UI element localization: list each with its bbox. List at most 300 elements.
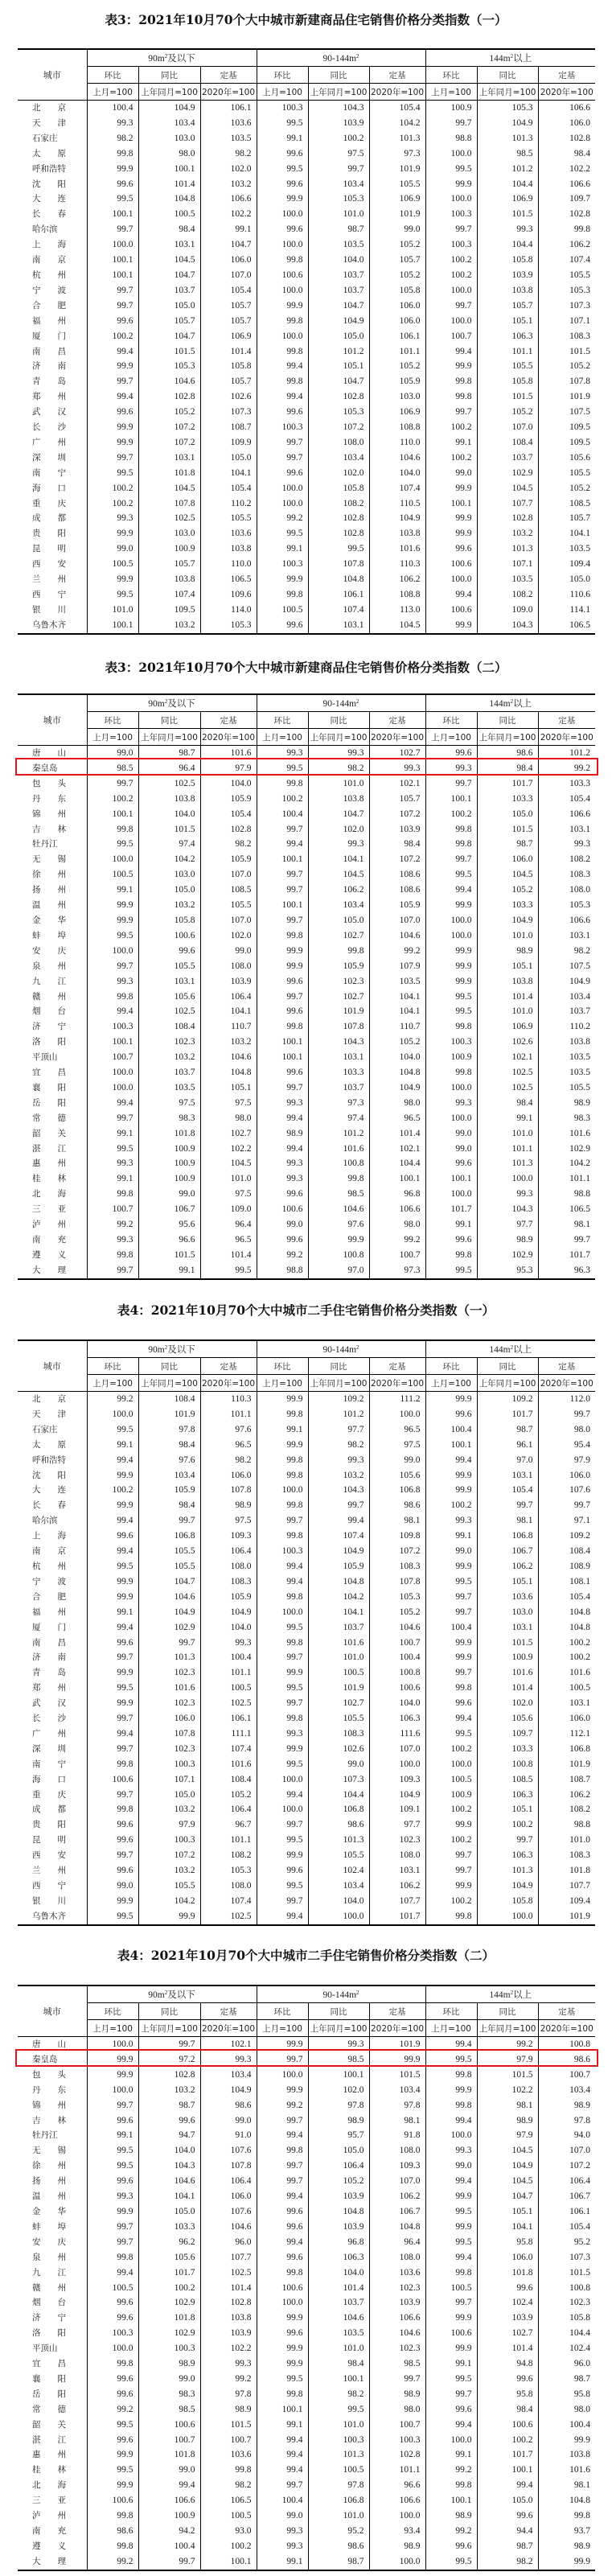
table-title: 表3：2021年10月70个大中城市新建商品住宅销售价格分类指数（二） (105, 660, 507, 675)
index-value-cell: 100.7 (138, 2433, 200, 2448)
group-header-text: 90m (148, 699, 165, 709)
index-value-cell: 104.2 (538, 1156, 595, 1171)
index-value-cell: 98.2 (200, 146, 257, 162)
index-value-cell: 106.2 (477, 1559, 538, 1574)
index-value-cell: 103.1 (369, 1863, 425, 1879)
index-value-cell: 100.5 (257, 603, 308, 618)
index-value-cell: 103.1 (477, 1468, 538, 1483)
city-name-cell: 包 头 (32, 2069, 66, 2080)
metric-header: 同比 (308, 2003, 369, 2020)
index-value-cell: 97.8 (538, 2113, 595, 2129)
index-value-cell: 106.8 (369, 1483, 425, 1498)
index-value-cell: 99.7 (257, 883, 308, 898)
index-value-cell: 107.3 (200, 405, 257, 420)
city-name-cell: 厦 门 (32, 331, 66, 341)
group-header-small (87, 49, 257, 67)
table-row (18, 526, 595, 541)
table-row (18, 146, 595, 162)
index-value-cell: 106.0 (477, 852, 538, 867)
group-header-text: 90m (148, 1990, 165, 2000)
city-name-cell: 常 德 (32, 2404, 66, 2414)
index-value-cell: 100.3 (257, 557, 308, 572)
index-value-cell: 99.8 (308, 944, 369, 959)
index-value-cell: 105.0 (308, 913, 369, 928)
index-value-cell: 106.3 (308, 2250, 369, 2265)
index-value-cell: 99.7 (87, 222, 138, 237)
group-header-text: 144m (489, 1345, 511, 1355)
index-value-cell: 96.0 (538, 2356, 595, 2372)
index-value-cell: 101.9 (538, 1909, 595, 1925)
index-value-cell: 99.8 (87, 990, 138, 1005)
index-value-cell: 100.0 (257, 1772, 308, 1788)
group-header-text: 90m (148, 54, 165, 64)
index-value-cell: 100.1 (87, 1035, 138, 1050)
index-value-cell: 100.5 (87, 2281, 138, 2296)
index-value-cell: 98.4 (477, 1096, 538, 1111)
index-value-cell: 106.0 (538, 1468, 595, 1483)
index-value-cell: 99.7 (257, 867, 308, 883)
city-name-cell: 宁 波 (32, 1576, 66, 1586)
index-value-cell: 95.4 (538, 1438, 595, 1453)
index-value-cell: 99.9 (425, 1636, 477, 1651)
group-header-suffix: 以上 (513, 699, 532, 709)
index-value-cell: 100.0 (425, 1757, 477, 1772)
index-value-cell: 106.8 (538, 1742, 595, 1757)
index-value-cell: 100.2 (425, 268, 477, 283)
index-value-cell: 104.3 (477, 1202, 538, 1217)
index-value-cell: 99.6 (257, 2220, 308, 2235)
index-value-cell: 98.1 (369, 1513, 425, 1529)
index-value-cell: 104.0 (369, 1696, 425, 1711)
index-value-cell: 101.0 (308, 2418, 369, 2433)
index-value-cell: 99.6 (257, 1065, 308, 1080)
index-value-cell: 99.7 (257, 1513, 308, 1529)
group-header-medium (257, 694, 425, 712)
index-value-cell: 100.5 (425, 1772, 477, 1788)
index-value-cell: 99.6 (87, 2372, 138, 2387)
index-value-cell: 97.3 (369, 146, 425, 162)
index-value-cell: 99.7 (87, 1848, 138, 1863)
metric-header: 环比 (87, 67, 138, 84)
index-value-cell: 99.8 (425, 2265, 477, 2281)
table-row (18, 883, 595, 898)
index-value-cell: 103.7 (308, 268, 369, 283)
index-value-cell: 99.6 (87, 2311, 138, 2326)
index-value-cell: 99.9 (257, 959, 308, 974)
index-value-cell: 100.2 (425, 1742, 477, 1757)
table-row (18, 496, 595, 512)
index-value-cell: 99.5 (257, 1879, 308, 1894)
index-value-cell: 99.6 (425, 746, 477, 761)
index-value-cell: 99.9 (257, 2311, 308, 2326)
city-name-cell: 泸 州 (32, 1220, 66, 1230)
table-row (18, 1513, 595, 1529)
index-value-cell: 99.6 (257, 177, 308, 192)
city-name-cell: 常 德 (32, 1113, 66, 1123)
index-value-cell: 109.1 (369, 1802, 425, 1817)
city-name-cell: 兰 州 (32, 574, 66, 585)
index-value-cell: 104.9 (477, 116, 538, 131)
index-value-cell: 100.5 (425, 2281, 477, 2296)
index-value-cell: 108.8 (369, 587, 425, 603)
index-value-cell: 96.7 (200, 1817, 257, 1833)
index-value-cell: 103.8 (369, 526, 425, 541)
index-value-cell: 103.6 (200, 526, 257, 541)
city-name-cell: 上 海 (32, 240, 66, 250)
table-row (18, 2326, 595, 2341)
index-value-cell: 99.7 (257, 2113, 308, 2129)
index-value-cell: 99.1 (257, 2418, 308, 2433)
index-value-cell: 99.2 (200, 2372, 257, 2387)
index-value-cell: 110.7 (369, 1019, 425, 1035)
index-value-cell: 98.8 (257, 1263, 308, 1279)
index-value-cell: 104.7 (308, 298, 369, 314)
city-name-cell: 北 海 (32, 1189, 66, 1200)
index-value-cell: 99.8 (257, 1453, 308, 1468)
group-header-small (87, 694, 257, 712)
table-row (18, 1711, 595, 1726)
index-value-cell: 102.3 (138, 1665, 200, 1681)
index-value-cell: 101.2 (308, 1126, 369, 1142)
index-value-cell: 104.0 (200, 1620, 257, 1636)
index-value-cell: 102.8 (308, 511, 369, 526)
index-value-cell: 102.2 (200, 207, 257, 222)
index-value-cell: 102.0 (477, 1696, 538, 1711)
table-row (18, 451, 595, 466)
index-value-cell: 101.0 (308, 776, 369, 792)
index-value-cell: 97.8 (308, 2098, 369, 2113)
index-value-cell: 100.0 (87, 944, 138, 959)
index-value-cell: 99.6 (87, 314, 138, 329)
group-header-small (87, 1340, 257, 1358)
city-name-cell: 大 连 (32, 1485, 66, 1496)
index-value-cell: 103.7 (138, 1065, 200, 1080)
table-row (18, 1726, 595, 1742)
index-value-cell: 101.3 (138, 1650, 200, 1665)
index-value-cell: 106.6 (538, 101, 595, 116)
index-value-cell: 105.6 (369, 1468, 425, 1483)
index-value-cell: 105.5 (538, 466, 595, 481)
index-value-cell: 103.2 (138, 2083, 200, 2098)
index-value-cell: 100.4 (138, 2539, 200, 2554)
index-value-cell: 99.9 (257, 1665, 308, 1681)
index-value-cell: 99.6 (425, 1232, 477, 1248)
index-value-cell: 104.9 (369, 1080, 425, 1096)
index-value-cell: 100.0 (257, 1483, 308, 1498)
index-value-cell: 99.9 (138, 1909, 200, 1925)
index-value-cell: 99.7 (257, 1080, 308, 1096)
index-value-cell: 105.7 (477, 298, 538, 314)
index-value-cell: 100.2 (425, 451, 477, 466)
table-row (18, 2295, 595, 2311)
index-value-cell: 105.2 (369, 237, 425, 253)
city-name-cell: 昆 明 (32, 544, 66, 554)
index-value-cell: 100.0 (308, 1909, 369, 1925)
index-value-cell: 99.8 (87, 2539, 138, 2554)
index-value-cell: 95.3 (477, 1263, 538, 1279)
index-value-cell: 100.4 (538, 2418, 595, 2433)
index-value-cell: 99.1 (87, 1171, 138, 1187)
city-name-cell: 秦皇岛 (32, 2054, 58, 2064)
metric-header: 定基 (200, 67, 257, 84)
index-value-cell: 99.1 (257, 2554, 308, 2570)
table-row (18, 1438, 595, 1453)
index-value-cell: 100.0 (87, 2037, 138, 2052)
index-value-cell: 99.6 (87, 2174, 138, 2189)
index-value-cell: 105.1 (477, 959, 538, 974)
index-value-cell: 104.6 (369, 2326, 425, 2341)
index-value-cell: 99.8 (425, 374, 477, 389)
index-value-cell: 100.6 (138, 2418, 200, 2433)
city-name-cell: 海 口 (32, 483, 66, 493)
index-value-cell: 100.2 (425, 1802, 477, 1817)
table-row (18, 1080, 595, 1096)
index-value-cell: 107.2 (138, 435, 200, 451)
index-value-cell: 106.1 (369, 329, 425, 344)
index-value-cell: 99.7 (138, 2037, 200, 2052)
index-value-cell: 103.7 (308, 1620, 369, 1636)
index-value-cell: 100.2 (87, 496, 138, 512)
city-column-header: 城市 (18, 1985, 87, 2037)
table-row (18, 1848, 595, 1863)
metric-header: 定基 (369, 2003, 425, 2020)
index-value-cell: 107.0 (369, 1742, 425, 1757)
index-value-cell: 103.4 (308, 898, 369, 913)
city-name-cell: 无 锡 (32, 2146, 66, 2156)
index-value-cell: 102.7 (200, 1126, 257, 1142)
city-name-cell: 泉 州 (32, 2252, 66, 2262)
index-value-cell: 99.8 (257, 2265, 308, 2281)
index-value-cell: 99.9 (87, 526, 138, 541)
index-value-cell: 105.4 (200, 283, 257, 298)
index-value-cell: 99.4 (257, 837, 308, 852)
index-value-cell: 99.8 (257, 1468, 308, 1483)
index-value-cell: 100.2 (477, 2433, 538, 2448)
city-name-cell: 郑 州 (32, 1683, 66, 1693)
index-value-cell: 107.0 (200, 913, 257, 928)
index-value-cell: 99.1 (257, 131, 308, 146)
index-value-cell: 98.7 (477, 2539, 538, 2554)
index-value-cell: 105.3 (200, 1863, 257, 1879)
index-value-cell: 99.5 (425, 867, 477, 883)
index-value-cell: 100.9 (425, 1788, 477, 1803)
index-value-cell: 100.0 (257, 207, 308, 222)
index-value-cell: 104.5 (138, 253, 200, 268)
table-row (18, 587, 595, 603)
index-value-cell: 107.2 (369, 852, 425, 867)
index-value-cell: 99.0 (257, 2508, 308, 2524)
table-row (18, 1879, 595, 1894)
index-value-cell: 105.5 (308, 1848, 369, 1863)
metric-header: 环比 (257, 67, 308, 84)
group-header-text: 144m (489, 699, 511, 709)
index-value-cell: 105.5 (369, 177, 425, 192)
index-value-cell: 108.2 (538, 1802, 595, 1817)
index-value-cell: 105.8 (369, 283, 425, 298)
table-row (18, 2524, 595, 2539)
index-value-cell: 105.8 (308, 481, 369, 496)
index-value-cell: 99.4 (425, 1453, 477, 1468)
index-value-cell: 99.5 (425, 990, 477, 1005)
index-value-cell: 105.6 (138, 990, 200, 1005)
index-value-cell: 100.5 (308, 2463, 369, 2478)
index-value-cell: 105.5 (477, 359, 538, 374)
index-value-cell: 97.9 (477, 2128, 538, 2143)
index-value-cell: 104.6 (308, 2311, 369, 2326)
index-value-cell: 98.0 (369, 1096, 425, 1111)
index-value-cell: 98.9 (538, 2539, 595, 2554)
index-value-cell: 104.8 (369, 2220, 425, 2235)
table-row (18, 253, 595, 268)
city-name-cell: 南 京 (32, 255, 66, 265)
index-value-cell: 102.3 (538, 2295, 595, 2311)
index-value-cell: 99.7 (257, 2174, 308, 2189)
index-value-cell: 102.5 (138, 511, 200, 526)
base-header: 上年同月=100 (308, 1375, 369, 1392)
city-name-cell: 平顶山 (32, 2344, 58, 2354)
index-value-cell: 101.6 (138, 1681, 200, 1696)
base-header: 上月=100 (425, 84, 477, 101)
index-value-cell: 105.2 (308, 2174, 369, 2189)
index-value-cell: 100.9 (138, 541, 200, 557)
index-value-cell: 100.2 (425, 420, 477, 435)
index-value-cell: 103.4 (538, 2083, 595, 2098)
index-value-cell: 99.1 (87, 1605, 138, 1620)
index-value-cell: 109.2 (477, 1392, 538, 1407)
index-value-cell: 111.6 (369, 1726, 425, 1742)
index-value-cell: 104.3 (308, 1483, 369, 1498)
index-value-cell: 98.3 (138, 1111, 200, 1126)
index-value-cell: 99.6 (87, 1636, 138, 1651)
index-value-cell: 99.4 (87, 1726, 138, 1742)
index-value-cell: 106.0 (477, 2250, 538, 2265)
index-value-cell: 100.2 (425, 807, 477, 822)
table-row (18, 1605, 595, 1620)
index-value-cell: 103.3 (308, 1065, 369, 1080)
index-value-cell: 106.6 (369, 2493, 425, 2508)
base-header: 上年同月=100 (477, 2020, 538, 2037)
index-value-cell: 100.2 (87, 329, 138, 344)
group-header-text: 90m (148, 1345, 165, 1355)
index-value-cell: 100.0 (369, 1757, 425, 1772)
index-value-cell: 95.6 (138, 1217, 200, 1232)
index-value-cell: 103.5 (538, 1050, 595, 1065)
index-value-cell: 99.5 (257, 526, 308, 541)
index-value-cell: 101.7 (138, 2265, 200, 2281)
index-value-cell: 98.6 (477, 746, 538, 761)
index-value-cell: 98.0 (369, 2402, 425, 2418)
index-value-cell: 99.7 (87, 1711, 138, 1726)
index-value-cell: 101.5 (477, 1636, 538, 1651)
index-value-cell: 106.2 (308, 883, 369, 898)
index-value-cell: 98.5 (477, 146, 538, 162)
base-header: 上月=100 (257, 1375, 308, 1392)
index-value-cell: 108.0 (200, 1879, 257, 1894)
index-value-cell: 99.7 (87, 1111, 138, 1126)
index-value-cell: 101.7 (425, 1202, 477, 1217)
index-value-cell: 99.1 (425, 2356, 477, 2372)
index-value-cell: 103.7 (308, 2295, 369, 2311)
index-value-cell: 95.8 (538, 2387, 595, 2402)
index-value-cell: 105.2 (477, 883, 538, 898)
index-value-cell: 101.9 (369, 2037, 425, 2052)
index-value-cell: 102.8 (369, 2447, 425, 2463)
index-value-cell: 101.5 (138, 344, 200, 360)
index-value-cell: 98.8 (538, 1817, 595, 1833)
table-row (18, 2128, 595, 2143)
index-value-cell: 103.2 (138, 1050, 200, 1065)
table-row (18, 541, 595, 557)
index-value-cell: 98.9 (308, 2113, 369, 2129)
index-value-cell: 101.9 (369, 207, 425, 222)
index-value-cell: 103.9 (477, 268, 538, 283)
group-header-small (87, 1985, 257, 2003)
index-value-cell: 103.1 (308, 1050, 369, 1065)
index-value-cell: 100.1 (425, 1438, 477, 1453)
index-value-cell: 103.2 (138, 1802, 200, 1817)
index-value-cell: 99.9 (308, 1232, 369, 1248)
index-value-cell: 105.9 (200, 1590, 257, 1605)
index-value-cell: 100.6 (425, 603, 477, 618)
index-value-cell: 99.7 (425, 222, 477, 237)
group-header-medium (257, 1340, 425, 1358)
city-name-cell: 哈尔滨 (32, 224, 58, 235)
index-value-cell: 106.8 (477, 1529, 538, 1544)
index-value-cell: 107.8 (200, 2158, 257, 2174)
index-value-cell: 99.7 (425, 298, 477, 314)
city-name-cell: 北 京 (32, 1394, 66, 1404)
index-value-cell: 98.9 (538, 2098, 595, 2113)
index-value-cell: 99.4 (87, 389, 138, 405)
index-value-cell: 104.5 (477, 2143, 538, 2158)
table-row (18, 359, 595, 374)
index-value-cell: 100.2 (200, 2539, 257, 2554)
index-value-cell: 98.9 (369, 2539, 425, 2554)
index-value-cell: 100.7 (369, 1636, 425, 1651)
index-value-cell: 105.3 (538, 898, 595, 913)
index-value-cell: 105.4 (200, 481, 257, 496)
index-value-cell: 98.1 (369, 2113, 425, 2129)
index-value-cell: 104.6 (369, 1620, 425, 1636)
index-value-cell: 99.7 (87, 2098, 138, 2113)
city-name-cell: 石家庄 (32, 133, 58, 143)
group-header-large (425, 1340, 595, 1358)
index-value-cell: 100.4 (87, 101, 138, 116)
index-value-cell: 104.1 (477, 2220, 538, 2235)
table-row (18, 314, 595, 329)
index-value-cell: 106.7 (477, 1544, 538, 1559)
index-value-cell: 101.3 (369, 131, 425, 146)
index-value-cell: 99.6 (257, 466, 308, 481)
table-row (18, 1544, 595, 1559)
index-value-cell: 106.5 (538, 618, 595, 634)
city-name-cell: 韶 关 (32, 2419, 66, 2430)
table-row (18, 2235, 595, 2250)
index-value-cell: 102.0 (200, 162, 257, 177)
index-value-cell: 99.9 (87, 420, 138, 435)
index-value-cell: 97.9 (138, 1817, 200, 1833)
index-value-cell: 107.9 (369, 959, 425, 974)
city-name-cell: 湛 江 (32, 1143, 66, 1154)
index-value-cell: 105.1 (477, 314, 538, 329)
index-value-cell: 99.1 (257, 1422, 308, 1438)
index-value-cell: 99.4 (87, 1453, 138, 1468)
index-value-cell: 99.6 (87, 177, 138, 192)
index-value-cell: 105.6 (477, 1711, 538, 1726)
city-name-cell: 厦 门 (32, 1622, 66, 1632)
index-value-cell: 100.3 (87, 2326, 138, 2341)
index-value-cell: 99.7 (257, 2478, 308, 2493)
